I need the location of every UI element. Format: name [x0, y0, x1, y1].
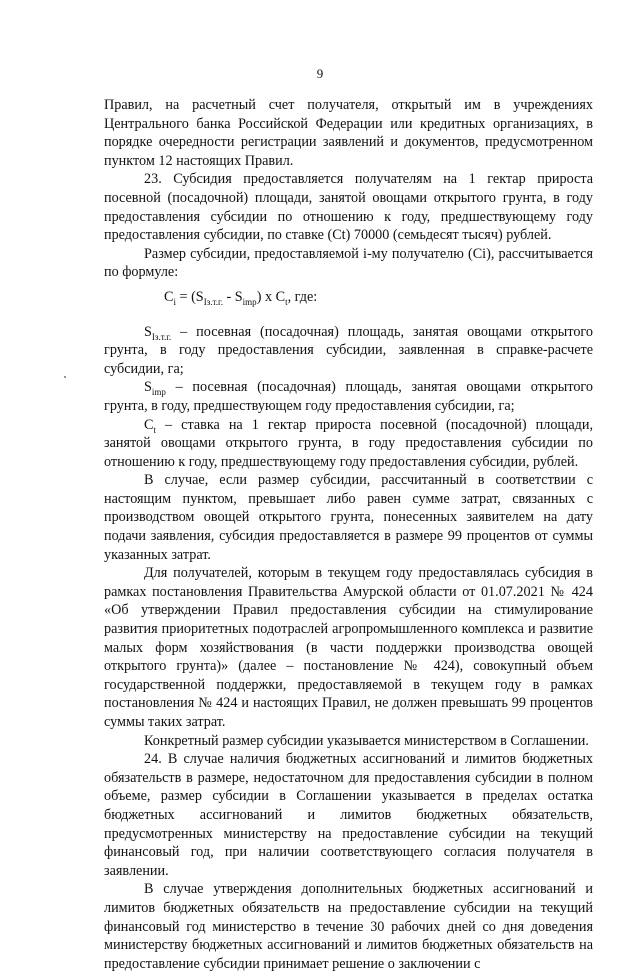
- paragraph-continuation: Правил, на расчетный счет получателя, открытый им в учреждениях Центрального банка Российской Федерации или кредитных организациях, в порядке очередности регистрации заявлений и документов, предусмотренном пунктом 12 настоящих Правил.: [104, 97, 593, 169]
- definition-rate: [104, 416, 593, 472]
- definition-text: – посевная (посадочная) площадь, занятая овощами открытого грунта, в году предоставления субсидии, заявленная в справке-расчете субсидии, га;: [104, 323, 593, 377]
- paragraph-item-23: 23. Субсидия предоставляется получателям на 1 гектар прироста посевной (посадочной) площади, занятой овощами открытого грунта, в году предоставления субсидии по отношению к году, предшествующему году предоставления субсидии, по ставке (Сt) 70000 (семьдесят тысяч) рублей.: [104, 171, 593, 244]
- definition-symbol: С: [144, 416, 154, 433]
- paragraph-cost-limit: В случае, если размер субсидии, рассчитанный в соответствии с настоящим пунктом, превышает либо равен сумме затрат, связанных с производством овощей открытого грунта, понесенных заявителем на дату подачи заявления, субсидия предоставляется в размере 99 процентов от суммы указанных затрат.: [104, 472, 593, 563]
- formula-lhs-subscript: i: [173, 296, 176, 307]
- formula-term2-subscript: imp: [242, 296, 257, 307]
- paragraph-agreement-amount: Конкретный размер субсидии указывается министерством в Соглашении.: [144, 732, 589, 749]
- paragraph-additional-allocations: В случае утверждения дополнительных бюджетных ассигнований и лимитов бюджетных обязательств на предоставление субсидии на текущий финансовый год министерство в течение 30 рабочих дней со дня доведения министерству бюджетных ассигнований и лимитов бюджетных обязательств на предоставление субсидии принимает решение о заключении с: [104, 881, 593, 972]
- definition-subscript: Iз.т.г.: [151, 331, 172, 342]
- formula-minus: - S: [222, 288, 243, 305]
- paragraph-item-24: 24. В случае наличия бюджетных ассигнований и лимитов бюджетных обязательств в размере, недостаточном для предоставления субсидии в полном объеме, размер субсидии в Соглашении указывается в пределах остатка бюджетных ассигнований и лимитов бюджетных обязательств, предусмотренных министерству на предоставление субсидии на текущий финансовый год, при наличии соответствующего согласия получателя в заявлении.: [104, 751, 593, 879]
- definition-symbol: S: [144, 379, 152, 396]
- formula-close: ) х С: [256, 288, 286, 305]
- document-body: [104, 96, 593, 973]
- formula-term1-subscript: Iз.т.г.: [203, 296, 223, 307]
- definition-text: – ставка на 1 гектар прироста посевной (посадочной) площади, занятой овощами открытого грунта, в году предоставления субсидии по отношению к году, предшествующему году предоставления субсидии, рублей.: [104, 416, 593, 470]
- definition-subscript: t: [153, 424, 156, 435]
- formula-open: = (S: [175, 288, 204, 305]
- definition-text: – посевная (посадочная) площадь, занятая овощами открытого грунта, в году, предшествующем году предоставления субсидии, га;: [104, 379, 593, 414]
- formula-tail: , где:: [287, 288, 318, 305]
- paragraph-resolution-424: Для получателей, которым в текущем году предоставлялась субсидия в рамках постановления Правительства Амурской области от 01.07.2021 № 424 «Об утверждении Правил предоставления субсидии на стимулирование развития приоритетных подотраслей агропромышленного комплекса и развитие малых форм хозяйствования (в части поддержки производства овощей открытого грунта)» (далее – постановление № 424), совокупный объем государственной поддержки, предоставляемой в текущем году в рамках постановления № 424 и настоящих Правил, не должен превышать 99 процентов суммы таких затрат.: [104, 565, 593, 730]
- definition-previous-area: [104, 378, 593, 415]
- definition-symbol: S: [144, 323, 152, 340]
- scan-speck: [64, 376, 66, 378]
- subsidy-formula: [104, 282, 593, 323]
- paragraph-formula-intro: Размер субсидии, предоставляемой i-му получателю (Сi), рассчитывается по формуле:: [104, 245, 593, 281]
- formula-lhs: С: [164, 288, 174, 305]
- page-number: 9: [316, 66, 324, 81]
- definition-subscript: imp: [151, 387, 166, 398]
- formula-rate-subscript: t: [285, 296, 288, 307]
- definition-current-area: [104, 323, 593, 379]
